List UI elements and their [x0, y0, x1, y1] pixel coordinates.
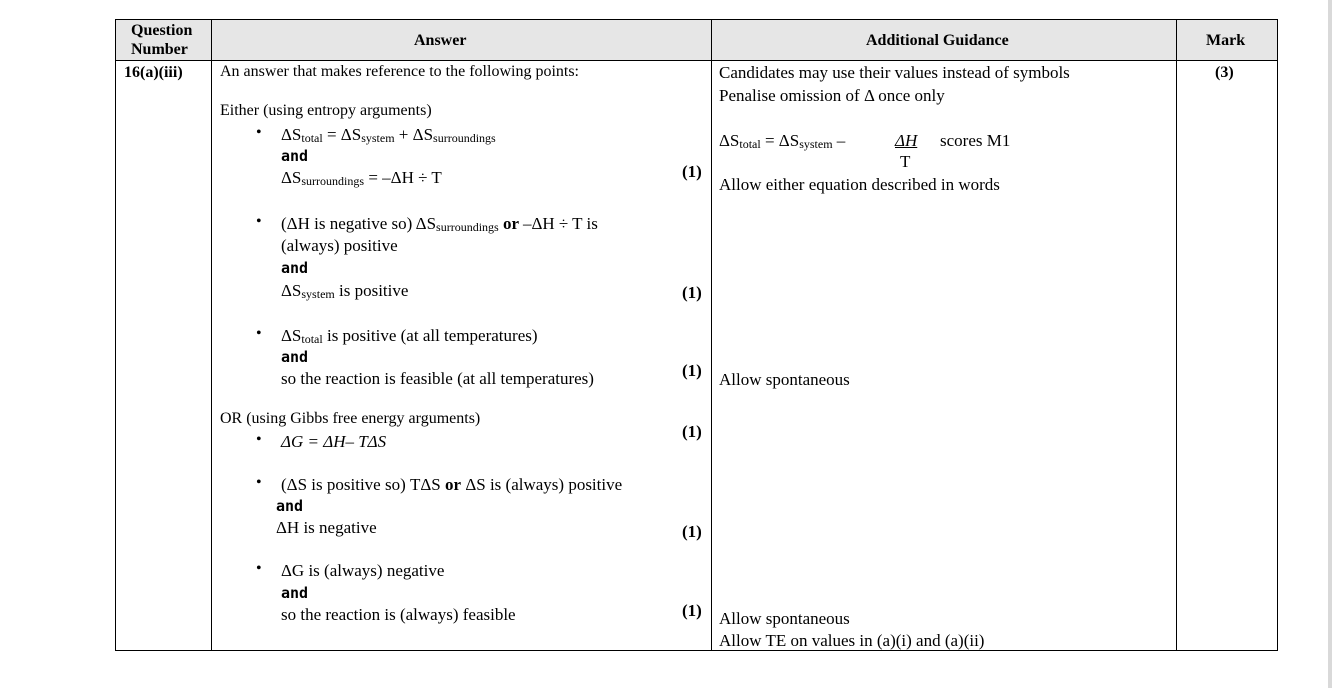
answer-point3-line3: so the reaction is feasible (at all temperatures) — [281, 369, 594, 388]
answer-point2-line2: (always) positive — [281, 236, 398, 255]
mark-point6: (1) — [682, 601, 702, 620]
answer-point2-line1: (ΔH is negative so) $\Delta S_{surroundings}$ or –ΔH ÷ T is — [281, 214, 598, 234]
col-divider-2 — [711, 19, 712, 651]
answer-point1-line3: $\Delta S_{surroundings} = -\Delta H \div T$ — [281, 168, 442, 188]
bullet-icon: • — [256, 474, 262, 491]
mark-point2: (1) — [682, 283, 702, 302]
mark-point1: (1) — [682, 162, 702, 181]
table-header-row — [116, 20, 1277, 60]
answer-point6-line3: so the reaction is (always) feasible — [281, 605, 516, 624]
mark-point4: (1) — [682, 422, 702, 441]
bullet-icon: • — [256, 213, 262, 230]
guidance-line7: Allow TE on values in (a)(i) and (a)(ii) — [719, 631, 985, 650]
answer-intro: An answer that makes reference to the following points: — [220, 63, 579, 80]
guidance-line2: Penalise omission of Δ once only — [719, 86, 945, 105]
guidance-line6: Allow spontaneous — [719, 609, 850, 628]
answer-point5-and: and — [276, 497, 304, 515]
col-divider-3 — [1176, 19, 1177, 651]
answer-point1-line1: $\Delta S_{total} = \Delta S_{system} + \Delta S_{surroundings}$ — [281, 125, 496, 145]
header-mark: Mark — [1206, 32, 1246, 49]
question-number: 16(a)(iii) — [124, 64, 183, 81]
bullet-icon: • — [256, 560, 262, 577]
guidance-scores: scores M1 — [940, 131, 1011, 150]
scrollbar[interactable] — [1328, 0, 1332, 688]
mark-point3: (1) — [682, 361, 702, 380]
answer-point3-and: and — [281, 348, 309, 366]
mark-point5: (1) — [682, 522, 702, 541]
header-guidance: Additional Guidance — [866, 32, 1009, 49]
answer-point5-line3: ΔH is negative — [276, 518, 377, 537]
guidance-fraction-denominator: T — [900, 152, 911, 171]
answer-point3-line1: $\Delta S_{total}$ is positive (at all temperatures) — [281, 326, 538, 346]
total-mark: (3) — [1215, 64, 1234, 81]
answer-or: OR (using Gibbs free energy arguments) — [220, 410, 481, 427]
table-border-left — [115, 19, 116, 651]
bullet-icon: • — [256, 431, 262, 448]
bullet-icon: • — [256, 325, 262, 342]
guidance-line5: Allow spontaneous — [719, 370, 850, 389]
guidance-line1: Candidates may use their values instead of symbols — [719, 63, 1070, 82]
header-question: Question — [131, 22, 193, 39]
guidance-line4: Allow either equation described in words — [719, 175, 1000, 194]
bullet-icon: • — [256, 124, 262, 141]
table-border-right — [1277, 19, 1278, 651]
answer-point4-line1: ΔG = ΔH– TΔS — [281, 432, 387, 451]
table-border-top — [115, 19, 1278, 20]
answer-point1-and: and — [281, 147, 309, 165]
answer-either: Either (using entropy arguments) — [220, 102, 432, 119]
answer-point2-line4: $\Delta S_{system}$ is positive — [281, 281, 409, 301]
answer-point6-and: and — [281, 584, 309, 602]
col-divider-1 — [211, 19, 212, 651]
answer-point5-line1: (ΔS is positive so) TΔS or ΔS is (always) positive — [281, 475, 623, 494]
guidance-fraction-numerator: ΔH — [895, 131, 918, 150]
table-border-bottom — [115, 650, 1278, 651]
table-border-header — [115, 60, 1278, 61]
header-number: Number — [131, 41, 188, 58]
guidance-equation: $\Delta S_{total} = \Delta S_{system}$ – — [719, 131, 846, 151]
header-answer: Answer — [414, 32, 467, 49]
answer-point6-line1: ΔG is (always) negative — [281, 561, 445, 580]
answer-point2-and: and — [281, 259, 309, 277]
